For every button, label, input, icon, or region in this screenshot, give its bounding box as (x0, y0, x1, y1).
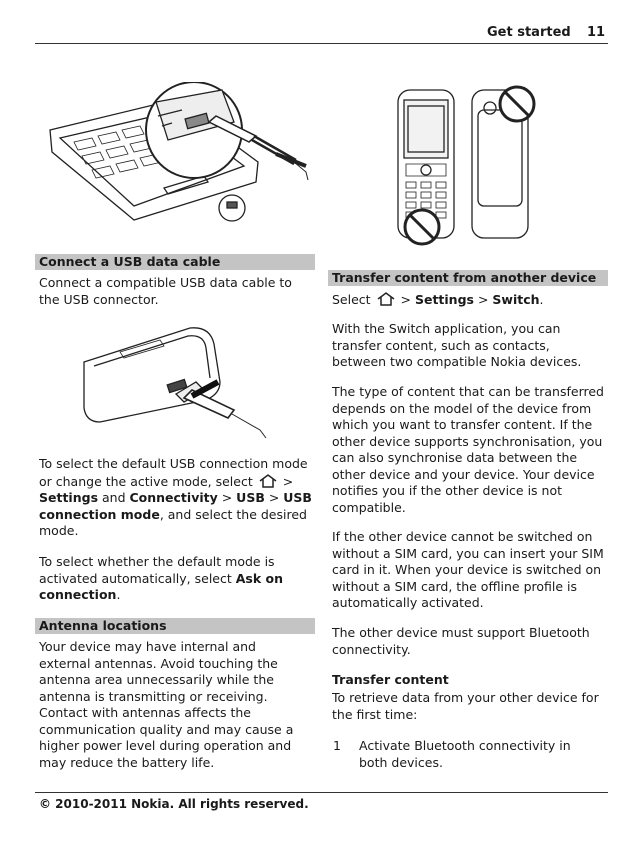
usb-connection-mode-link[interactable]: USB connection mode (39, 490, 312, 522)
select-line (332, 291, 606, 309)
antenna-illustration (392, 84, 544, 254)
select-gt2: > (473, 292, 493, 307)
sim-card-paragraph: If the other device cannot be switched on without a SIM card, you can insert your SIM card in it. When your device is switched on without a SIM card, the offline profile is automatically activated. (332, 529, 604, 610)
home-icon (375, 291, 397, 307)
content-type-paragraph: The type of content that can be transferred depends on the model of the device from which you want to transfer content. If the other device supports synchronisation, you can also synchronise data between the other device and your device. Your device notifies you if the other device is not compatible. (332, 384, 604, 515)
usb-heading: Connect a USB data cable (35, 254, 315, 270)
usb-paragraph: Connect a compatible USB data cable to the USB connector. (39, 275, 292, 307)
select-gt1: > (396, 292, 415, 307)
usb-link[interactable]: USB (236, 490, 265, 505)
connectivity-link[interactable]: Connectivity (129, 490, 218, 505)
ask-paragraph (39, 554, 313, 604)
antenna-paragraph: Your device may have internal and external antennas. Avoid touching the antenna area unnecessarily while the antenna is transmitting or receiving. Contact with antennas affects the communication quality and may cause a higher power level during operation and may reduce the battery life. (39, 639, 294, 770)
usb-mode-gt2: > (264, 490, 284, 505)
transfer-subheading: Transfer content (332, 672, 449, 687)
usb-cable-illustration (44, 82, 316, 232)
ask-on-connection-link[interactable]: Ask on connection (39, 570, 284, 602)
select-text: Select (332, 292, 375, 307)
settings-link[interactable]: Settings (39, 490, 99, 505)
step-number: 1 (333, 738, 341, 753)
ask-text-2: . (116, 587, 121, 602)
antenna-heading: Antenna locations (35, 618, 315, 634)
retrieve-paragraph: To retrieve data from your other device for the first time: (332, 690, 599, 722)
select-dot: . (539, 292, 544, 307)
usb-mode-gt: > (278, 473, 294, 489)
step-text: Activate Bluetooth connectivity in both devices. (359, 738, 571, 770)
usb-mode-paragraph (39, 456, 313, 540)
switch-link[interactable]: Switch (492, 292, 540, 307)
footer-rule (35, 792, 608, 793)
switch-paragraph: With the Switch application, you can transfer content, such as contacts, between two compatible Nokia devices. (332, 321, 582, 369)
copyright: © 2010-2011 Nokia. All rights reserved. (39, 797, 309, 811)
header-rule (35, 43, 608, 44)
home-icon (257, 473, 279, 489)
bluetooth-paragraph: The other device must support Bluetooth connectivity. (332, 625, 590, 657)
transfer-heading: Transfer content from another device (328, 270, 608, 286)
ask-text-1: To select whether the default mode is activated automatically, select (39, 554, 275, 586)
usb-mode-gt1: > (217, 490, 237, 505)
usb-mode-text-1: To select the default USB connection mode or change the active mode, select (39, 456, 308, 489)
usb-mode-text-3: , and select the desired mode. (39, 506, 307, 538)
header-section: Get started (487, 25, 571, 40)
settings-link[interactable]: Settings (414, 292, 474, 307)
page-number: 11 (587, 25, 606, 40)
usb-connector-illustration (80, 322, 280, 442)
usb-mode-and: and (98, 490, 130, 505)
